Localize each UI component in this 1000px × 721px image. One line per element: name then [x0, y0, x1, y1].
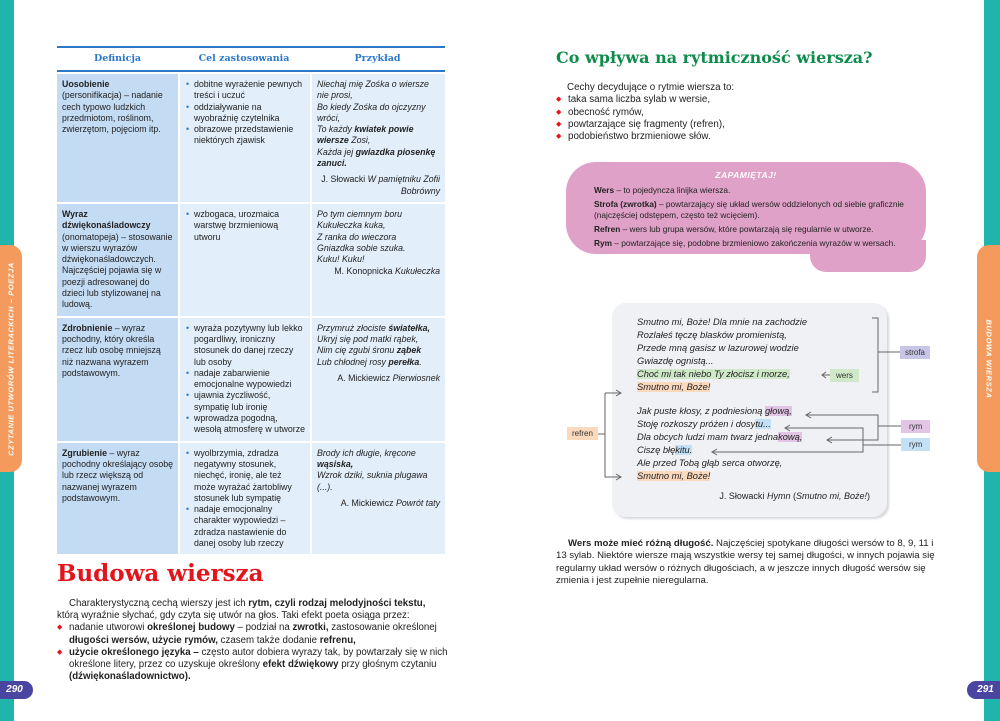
term: Uosobienie [62, 79, 110, 89]
purpose-item: • wprowadza pogodną, wesołą atmosferę w utworze [185, 413, 305, 436]
example-highlight: wąsiska, [317, 458, 354, 469]
technique-item [57, 647, 449, 684]
example-line [317, 147, 440, 170]
purpose-item: • nadaje emocjonalny charakter wypowiedzi – zdradza nastawienie do danej osoby lub rzeczy [185, 504, 305, 549]
remember-title: ZAPAMIĘTAJ! [715, 170, 777, 180]
definition-item [594, 185, 919, 196]
bold: efekt dźwiękowy [262, 659, 339, 671]
poem-text-part: Dla obcych ludzi mam twarz jedna [637, 431, 779, 442]
technique-item [57, 622, 449, 646]
poem-line: Gwiazdę ognistą... [637, 356, 714, 367]
figures-table [57, 46, 445, 554]
term: Zdrobnienie [62, 322, 113, 333]
wers-length-paragraph [556, 538, 936, 587]
work-title: W pamiętniku Zofii Bobrówny [367, 174, 440, 196]
text: nadanie utworowi [69, 622, 148, 634]
bold: refrenu, [319, 634, 356, 646]
text: czasem także dodanie [217, 634, 320, 646]
feature-item: ◆ obecność rymów, [556, 107, 936, 119]
wers-highlight: Choć mi tak niebo Ty złocisz i morze, [637, 369, 790, 380]
example-line [317, 124, 440, 147]
purpose-item: • obrazowe przedstawienie niektórych zjawisk [185, 124, 305, 147]
author-name: M. Konopnicka [334, 266, 393, 277]
example-highlight: ząbek [396, 345, 422, 356]
table-row [57, 443, 445, 555]
text: – podział na [234, 622, 293, 634]
section-body [57, 598, 449, 683]
definition-item [594, 224, 919, 235]
refren-label: refren [567, 427, 598, 440]
example-author [317, 498, 440, 509]
header-definition: Definicja [93, 53, 142, 64]
work-title: Kukułeczka [395, 266, 440, 277]
remember-definitions [594, 185, 919, 252]
example-line: Wzrok dziki, suknia plugawa [317, 470, 428, 481]
bold: długości wersów, użycie rymów, [69, 634, 218, 646]
example-line: Ukryj się pod matki rąbek, [317, 333, 419, 344]
header-purpose: Cel zastosowania [198, 53, 290, 64]
purpose-cell [180, 204, 310, 316]
wers-length-text [556, 538, 936, 587]
text: często autor dobiera wyrazy tak, by powtarzały się w nich określone litery, przez co uzyskuje określony [69, 646, 448, 671]
table-row [57, 204, 445, 316]
example-cell [312, 74, 445, 202]
poem-line [637, 444, 807, 457]
poem-line [637, 418, 807, 431]
definition-text: (personifikacja) – nadanie cech typowo ludzkich przedmiotom, roślinom, zwierzętom, pojęciom itp. [62, 90, 163, 135]
purpose-cell [180, 318, 310, 441]
table-header [57, 48, 445, 72]
example-text: Lub chłodnej rosy [317, 356, 389, 367]
purpose-item: • wyolbrzymia, zdradza negatywny stosunek, niechęć, ironię, ale też może wyrażać żartobliwy stosunek lub sympatię [185, 448, 305, 504]
example-line: Brody ich długie, kręcone [317, 447, 416, 458]
def-term: Refren [594, 224, 621, 234]
example-line: Kuku! Kuku! [317, 254, 365, 265]
example-line [317, 357, 440, 368]
rhyme-b-highlight: kitu. [675, 444, 693, 455]
poem-line: Ale przed Tobą głąb serca otworzę, [637, 457, 783, 468]
refrain-highlight: Smutno mi, Boże! [637, 382, 711, 393]
definition-cell [57, 204, 178, 316]
def-text: – powtarzający się układ wersów oddzielonych od siebie graficznie (najczęściej odstępem, często też wcięciem). [594, 199, 904, 220]
poem-line [637, 431, 807, 444]
poem-line [637, 470, 807, 483]
example-line: Bo kiedy Zośka do ojczyzny wróci, [317, 101, 426, 123]
right-chapter-tab-label: BUDOWA WIERSZA [984, 319, 993, 398]
example-text: Przymruż złociste [317, 322, 389, 333]
def-term: Rym [594, 238, 612, 248]
work-title: Pierwiosnek [392, 372, 440, 383]
example-line: Niechaj mię Zośka o wiersze nie prosi, [317, 79, 429, 101]
poem-text-part: Jak puste kłosy, z podniesioną [637, 405, 765, 416]
purpose-item: • oddziaływanie na wyobraźnię czytelnika [185, 102, 305, 125]
text: przy głośnym czytaniu [338, 659, 437, 671]
bold: użycie określonego języka – [69, 646, 199, 658]
poem-text-part: Ciszę błę [637, 444, 676, 455]
definition-item [594, 199, 919, 221]
paren: ( [790, 491, 796, 501]
example-line [317, 345, 440, 356]
example-author [317, 266, 440, 277]
rym-label-a: rym [901, 420, 930, 433]
work-title: Hymn [766, 491, 791, 501]
page-number-right: 291 [967, 681, 1000, 699]
example-highlight: światełka, [388, 322, 430, 333]
poem-line: Rozlałeś tęczę blasków promienistą, [637, 330, 787, 341]
example-text: Każda jej [317, 146, 356, 157]
author-name: J. Słowacki [719, 491, 765, 501]
example-author [317, 174, 440, 197]
definition-text: – wyraz pochodny określający osobę lub rzecz większą od nazwanej wyrazem podstawowym. [62, 447, 174, 503]
poem-line [637, 405, 807, 418]
example-author [317, 373, 440, 384]
example-text: Nim cię zgubi śronu [317, 345, 397, 356]
work-subtitle: Smutno mi, Boże! [795, 491, 867, 501]
example-line: Gniazdka sobie szuka. [317, 242, 406, 253]
header-example: Przykład [354, 53, 401, 64]
definition-cell [57, 74, 178, 202]
purpose-item: • dobitne wyrażenie pewnych treści i uczuć [185, 79, 305, 102]
feature-item: ◆ powtarzające się fragmenty (refren), [556, 119, 936, 131]
example-line [317, 459, 440, 470]
example-line [317, 323, 440, 334]
rhythm-heading: Co wpływa na rytmiczność wiersza? [556, 48, 873, 67]
poem-author [700, 491, 870, 501]
example-line: (...). [317, 481, 333, 492]
poem-line: Smutno mi, Boże! Dla mnie na zachodzie [637, 317, 808, 327]
example-cell [312, 443, 445, 555]
rym-label-b: rym [901, 438, 930, 451]
work-title: Powrót taty [395, 497, 440, 508]
example-highlight: perełka [388, 356, 420, 367]
poem-line [637, 381, 807, 394]
left-chapter-tab-label: CZYTANIE UTWORÓW LITERACKICH – POEZJA [6, 261, 16, 456]
section-intro [57, 598, 449, 622]
poem-line [637, 368, 807, 381]
example-cell [312, 204, 445, 316]
technique-list [57, 622, 449, 683]
poem-text [637, 316, 807, 483]
author-name: J. Słowacki [321, 174, 366, 185]
bold: (dźwiękonaśladownictwo). [69, 671, 191, 683]
def-text: – wers lub grupa wersów, które powtarzają się regularnie w utworze. [620, 224, 874, 234]
example-text: To każdy [317, 124, 355, 135]
def-term: Strofa (zwrotka) [594, 199, 657, 209]
poem-line: Przede mną gasisz w lazurowej wodzie [637, 343, 799, 354]
rhyme-a-highlight: głową, [765, 405, 792, 416]
def-term: Wers [594, 185, 615, 195]
purpose-item: • wzbogaca, urozmaica warstwę brzmieniową utworu [185, 209, 305, 243]
bold: określonej budowy [147, 622, 235, 634]
table-row [57, 318, 445, 441]
purpose-item: • ujawnia życzliwość, sympatię lub ironię [185, 390, 305, 413]
wers-label: wers [830, 369, 859, 382]
def-text: – powtarzające się, podobne brzmieniowo zakończenia wyrazów w wersach. [611, 238, 896, 248]
rhyme-b-highlight: tu... [755, 418, 771, 429]
def-text: – to pojedyncza linijka wiersza. [614, 185, 731, 195]
intro-text: którą wyraźnie słychać, gdy czyta się utwór na głos. Taki efekt poeta osiąga przez: [57, 610, 410, 622]
poem-text-part: Stoję rozkoszy próżen i dosy [637, 418, 756, 429]
example-text: Zosi, [348, 135, 371, 146]
feature-item: ◆ taka sama liczba sylab w wersie, [556, 94, 936, 106]
section-title: Budowa wiersza [57, 560, 264, 587]
feature-item: ◆ podobieństwo brzmieniowe słów. [556, 131, 936, 143]
example-highlight: kwiatek powie wiersze [317, 124, 414, 146]
definition-cell [57, 443, 178, 555]
bold-lead: Wers może mieć różną długość. [568, 538, 714, 549]
definition-text: (onomatopeja) – stosowanie w wierszu wyrazów dźwiękonaśladowczych. Najczęściej pojawia się w poezji adresowanej do dzieci lub stylizowanej na ludową. [62, 231, 173, 310]
purpose-cell [180, 443, 310, 555]
example-line: Po tym ciemnym boru [317, 208, 403, 219]
term: Zgrubienie [62, 447, 107, 458]
left-chapter-tab [0, 245, 22, 472]
refrain-highlight: Smutno mi, Boże! [637, 471, 711, 482]
table-row [57, 74, 445, 202]
features-list [556, 94, 936, 143]
author-name: A. Mickiewicz [340, 497, 394, 508]
purpose-cell [180, 74, 310, 202]
rhyme-a-highlight: kową, [778, 431, 803, 442]
intro-bold: rytm, czyli rodzaj melodyjności tekstu, [248, 598, 426, 609]
definition-text: – wyraz pochodny, który określa rzecz lub osobę mniejszą niż nazwana wyrazem podstawowym. [62, 322, 161, 378]
term: Wyraz dźwiękonaśladowczy [62, 208, 151, 231]
rhythm-features [556, 82, 936, 143]
strofa-label: strofa [900, 346, 930, 359]
intro-text: Charakterystyczną cechą wierszy jest ich [69, 598, 249, 609]
right-chapter-tab [977, 245, 1000, 472]
example-text: . [419, 356, 422, 367]
paragraph-text: Najczęściej spotykane długości wersów to 8, 9, 11 i 13 sylab. Niektóre wiersze mają wszystkie wersy tej samej długości, w innych pojawia się regularny układ wersów o różnych długościach, a w jeszcze innych długość wersów się zmienia i jest zupełnie nieregularna. [556, 538, 935, 586]
example-cell [312, 318, 445, 441]
rhythm-intro: Cechy decydujące o rytmie wiersza to: [567, 82, 735, 93]
paren: ) [867, 491, 870, 501]
example-highlight: gwiazdka piosenkę zanuci. [317, 146, 436, 169]
page-number-left: 290 [0, 681, 33, 699]
purpose-item: • wyraża pozytywny lub lekko pogardliwy, ironiczny stosunek do danej rzeczy lub osoby [185, 323, 305, 368]
author-name: A. Mickiewicz [337, 372, 391, 383]
example-line: Kukułeczka kuka, [317, 220, 386, 231]
text: zastosowanie określonej [328, 622, 437, 634]
example-line: Z ranka do wieczora [317, 231, 397, 242]
purpose-item: • nadaje zabarwienie emocjonalne wypowiedzi [185, 368, 305, 391]
definition-cell [57, 318, 178, 441]
definition-item [594, 238, 919, 249]
bold: zwrotki, [292, 622, 329, 634]
